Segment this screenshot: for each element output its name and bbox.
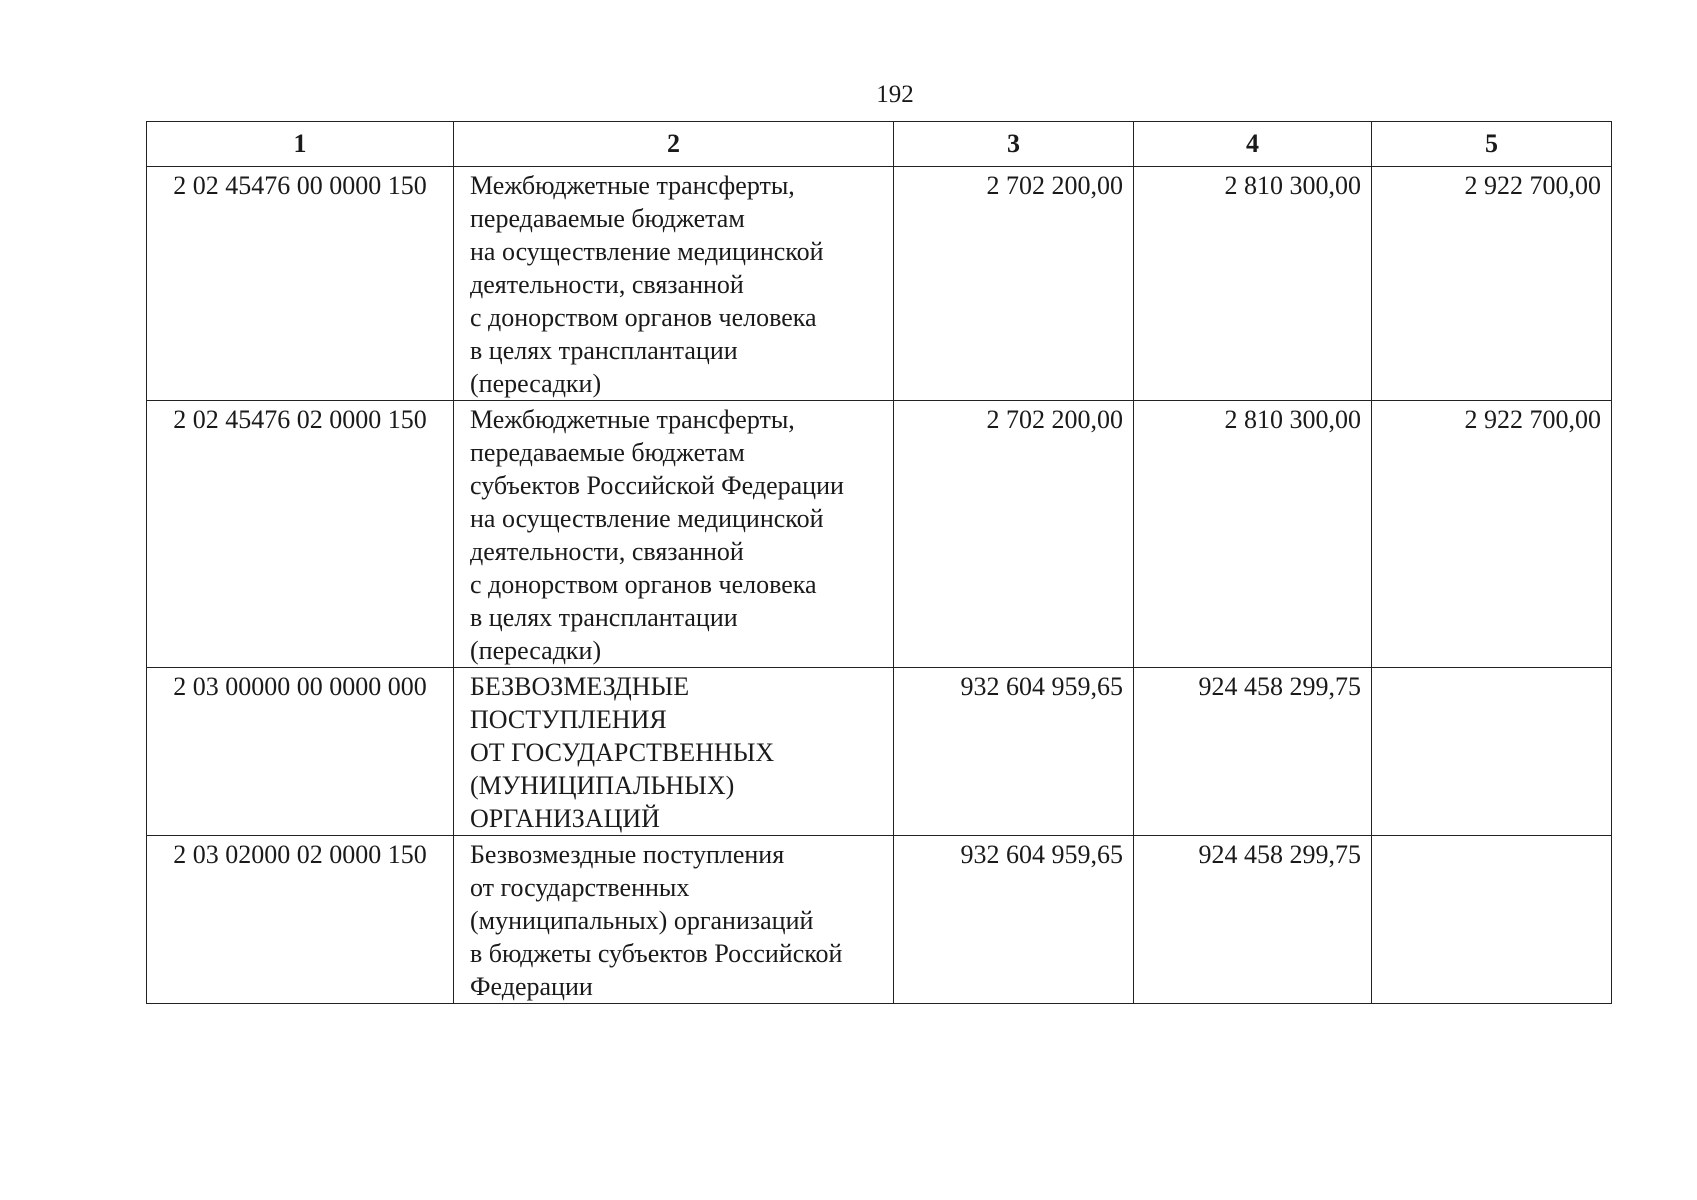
row-name-line: с донорством органов человека bbox=[470, 570, 817, 599]
header-col-4: 4 bbox=[1134, 122, 1372, 167]
row-name-line: деятельности, связанной bbox=[470, 270, 744, 299]
row-code: 2 03 02000 02 0000 150 bbox=[147, 836, 454, 1004]
row-value-col5: 2 922 700,00 bbox=[1372, 167, 1612, 401]
page-number: 192 bbox=[876, 81, 914, 108]
row-value-col5: 2 922 700,00 bbox=[1372, 401, 1612, 668]
row-name-line: Межбюджетные трансферты, bbox=[470, 405, 795, 434]
row-code: 2 02 45476 02 0000 150 bbox=[147, 401, 454, 668]
row-name bbox=[454, 668, 894, 836]
table-row bbox=[147, 401, 1612, 668]
row-name-line: на осуществление медицинской bbox=[470, 504, 824, 533]
row-value-col4: 2 810 300,00 bbox=[1134, 401, 1372, 668]
row-name-line: Межбюджетные трансферты, bbox=[470, 171, 795, 200]
budget-table bbox=[146, 121, 1612, 1004]
row-value-col5 bbox=[1372, 836, 1612, 1004]
row-name-line: (МУНИЦИПАЛЬНЫХ) bbox=[470, 771, 735, 800]
row-value-col5 bbox=[1372, 668, 1612, 836]
row-name-line: на осуществление медицинской bbox=[470, 237, 824, 266]
row-value-col4: 924 458 299,75 bbox=[1134, 668, 1372, 836]
row-name-line: от государственных bbox=[470, 873, 690, 902]
row-name bbox=[454, 401, 894, 668]
row-value-col3: 932 604 959,65 bbox=[894, 668, 1134, 836]
row-name-line: субъектов Российской Федерации bbox=[470, 471, 844, 500]
row-name-line: ОТ ГОСУДАРСТВЕННЫХ bbox=[470, 738, 775, 767]
table-header-row bbox=[147, 122, 1612, 167]
row-value-col4: 924 458 299,75 bbox=[1134, 836, 1372, 1004]
row-name-line: Безвозмездные поступления bbox=[470, 840, 785, 869]
row-name-line: передаваемые бюджетам bbox=[470, 438, 745, 467]
row-value-col3: 2 702 200,00 bbox=[894, 401, 1134, 668]
row-name bbox=[454, 167, 894, 401]
row-name-line: (пересадки) bbox=[470, 369, 602, 398]
row-name-line: (муниципальных) организаций bbox=[470, 906, 814, 935]
row-name-line: ОРГАНИЗАЦИЙ bbox=[470, 804, 660, 833]
header-col-3: 3 bbox=[894, 122, 1134, 167]
header-col-2: 2 bbox=[454, 122, 894, 167]
header-col-1: 1 bbox=[147, 122, 454, 167]
row-value-col3: 2 702 200,00 bbox=[894, 167, 1134, 401]
row-name-line: (пересадки) bbox=[470, 636, 602, 665]
row-code: 2 02 45476 00 0000 150 bbox=[147, 167, 454, 401]
row-name-line: с донорством органов человека bbox=[470, 303, 817, 332]
row-name-line: ПОСТУПЛЕНИЯ bbox=[470, 705, 667, 734]
row-value-col4: 2 810 300,00 bbox=[1134, 167, 1372, 401]
row-name-line: деятельности, связанной bbox=[470, 537, 744, 566]
row-value-col3: 932 604 959,65 bbox=[894, 836, 1134, 1004]
row-code: 2 03 00000 00 0000 000 bbox=[147, 668, 454, 836]
table-row bbox=[147, 668, 1612, 836]
row-name bbox=[454, 836, 894, 1004]
header-col-5: 5 bbox=[1372, 122, 1612, 167]
table-row bbox=[147, 836, 1612, 1004]
row-name-line: передаваемые бюджетам bbox=[470, 204, 745, 233]
row-name-line: БЕЗВОЗМЕЗДНЫЕ bbox=[470, 672, 690, 701]
table-row bbox=[147, 167, 1612, 401]
row-name-line: в целях трансплантации bbox=[470, 336, 738, 365]
row-name-line: Федерации bbox=[470, 972, 593, 1001]
row-name-line: в бюджеты субъектов Российской bbox=[470, 939, 843, 968]
row-name-line: в целях трансплантации bbox=[470, 603, 738, 632]
